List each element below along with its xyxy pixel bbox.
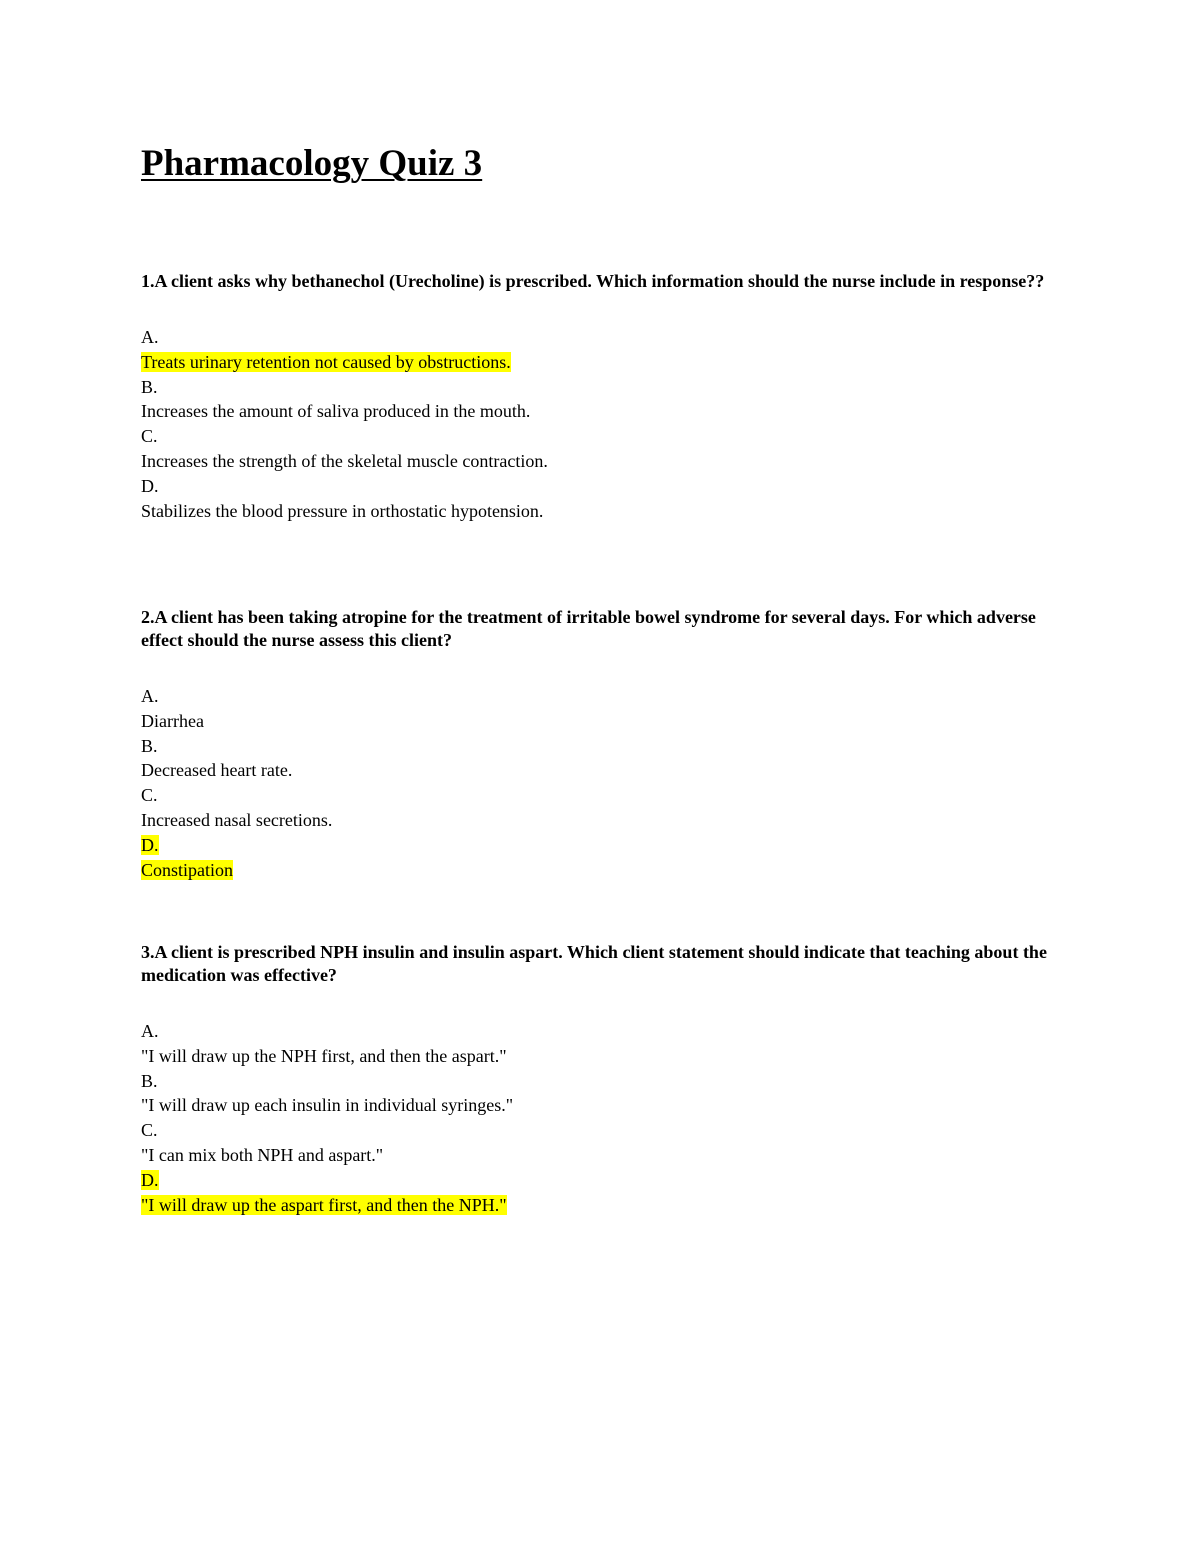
option-b-text: Decreased heart rate. bbox=[141, 760, 293, 781]
option-d-text: Constipation bbox=[141, 859, 234, 880]
option-c-text: Increased nasal secretions. bbox=[141, 809, 333, 830]
option-b-text: "I will draw up each insulin in individual syringes." bbox=[141, 1095, 514, 1116]
question-number: 1. bbox=[141, 271, 155, 291]
option-a-text: Treats urinary retention not caused by obstructions. bbox=[141, 351, 511, 372]
question-stem: A client asks why bethanechol (Urecholine) is prescribed. Which information should the nurse include in response?? bbox=[154, 271, 1045, 291]
question-1 bbox=[141, 270, 1071, 523]
option-a-letter: A. bbox=[141, 327, 159, 347]
question-number: 3. bbox=[141, 942, 155, 962]
question-text bbox=[141, 941, 1071, 987]
option-b-letter: B. bbox=[141, 376, 158, 397]
question-2 bbox=[141, 606, 1071, 882]
option-b-letter: B. bbox=[141, 1070, 158, 1091]
option-a-letter: A. bbox=[141, 686, 159, 706]
option-d-letter: D. bbox=[141, 475, 159, 496]
options-list bbox=[141, 1019, 1071, 1217]
option-c-letter: C. bbox=[141, 426, 158, 447]
option-a-letter: A. bbox=[141, 1021, 159, 1041]
option-d-text: "I will draw up the aspart first, and then the NPH." bbox=[141, 1194, 507, 1215]
option-b-letter: B. bbox=[141, 735, 158, 756]
page-title: Pharmacology Quiz 3 bbox=[141, 143, 483, 184]
option-c-text: "I can mix both NPH and aspart." bbox=[141, 1144, 384, 1165]
option-d-letter: D. bbox=[141, 1169, 159, 1190]
options-list bbox=[141, 684, 1071, 882]
option-c-letter: C. bbox=[141, 785, 158, 806]
options-list bbox=[141, 325, 1071, 523]
question-number: 2. bbox=[141, 607, 155, 627]
option-a-text: "I will draw up the NPH first, and then the aspart." bbox=[141, 1045, 507, 1066]
question-3 bbox=[141, 941, 1071, 1217]
option-c-letter: C. bbox=[141, 1120, 158, 1141]
question-text bbox=[141, 270, 1071, 293]
option-a-text: Diarrhea bbox=[141, 710, 204, 731]
question-stem: A client is prescribed NPH insulin and insulin aspart. Which client statement should indicate that teaching about the medication was effective? bbox=[141, 942, 1047, 985]
question-stem: A client has been taking atropine for the treatment of irritable bowel syndrome for several days. For which adverse effect should the nurse assess this client? bbox=[141, 607, 1036, 650]
option-d-text: Stabilizes the blood pressure in orthostatic hypotension. bbox=[141, 500, 544, 521]
option-b-text: Increases the amount of saliva produced in the mouth. bbox=[141, 401, 531, 422]
document-page bbox=[141, 140, 1071, 188]
question-text bbox=[141, 606, 1071, 652]
option-d-letter: D. bbox=[141, 834, 159, 855]
option-c-text: Increases the strength of the skeletal muscle contraction. bbox=[141, 450, 548, 471]
